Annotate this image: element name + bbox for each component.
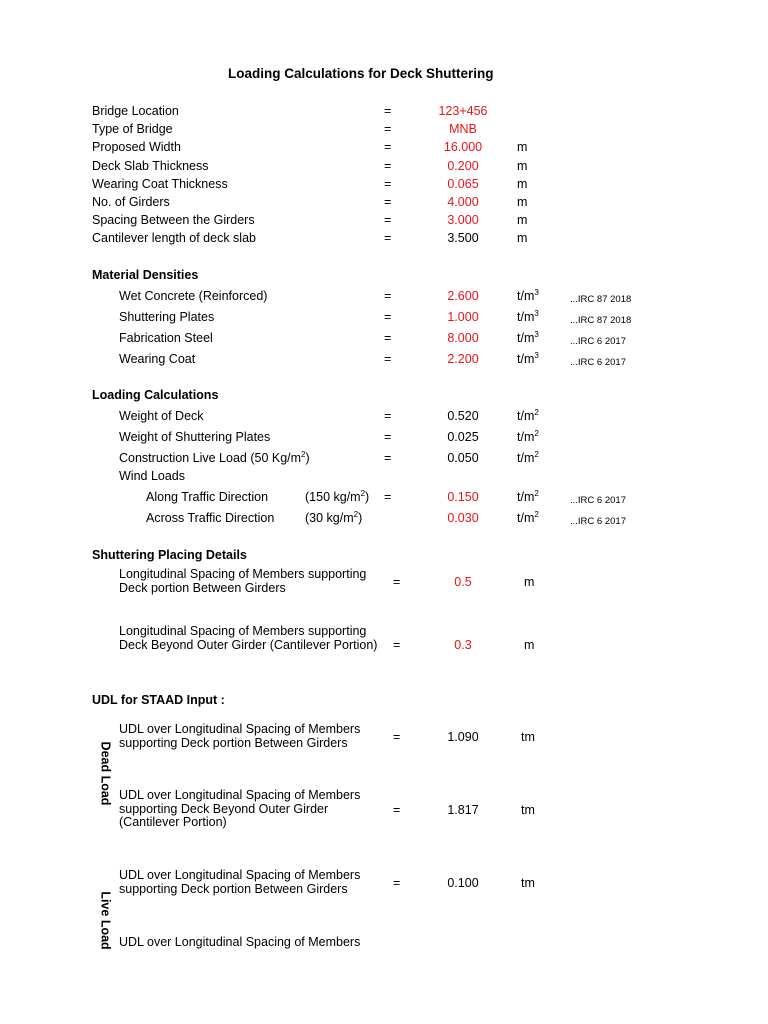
spacing-between-unit: m [524, 575, 535, 589]
across-traffic-value: 0.030 [447, 511, 479, 525]
deck-slab-thickness-value: 0.200 [447, 159, 479, 173]
shuttering-heading: Shuttering Placing Details [92, 548, 247, 562]
udl-live-between-value: 0.100 [447, 876, 479, 890]
udl-dead-beyond-value: 1.817 [447, 803, 479, 817]
equals-sign: = [384, 331, 392, 345]
reference-note: ...IRC 87 2018 [570, 294, 632, 305]
girder-spacing-value: 3.000 [447, 213, 479, 227]
equals-sign: = [384, 289, 392, 303]
density-unit: $t/m^3$ [517, 308, 539, 324]
material-densities-heading: Material Densities [92, 268, 199, 282]
udl-dead-between-label: UDL over Longitudinal Spacing of Members supporting Deck portion Between Girders [119, 722, 361, 750]
spacing-beyond-label: Longitudinal Spacing of Members supporting Deck Beyond Outer Girder (Cantilever Portion) [119, 624, 378, 652]
equals-sign: = [384, 195, 392, 209]
bridge-location-value: 123+456 [438, 104, 488, 118]
weight-of-deck-label: Weight of Deck [119, 409, 204, 423]
reference-note: ...IRC 6 2017 [570, 495, 626, 506]
load-unit: $t/m^2$ [517, 509, 539, 525]
udl-dead-between-unit: tm [521, 730, 535, 744]
equals-sign: = [384, 177, 392, 191]
deck-slab-thickness-label: Deck Slab Thickness [92, 159, 209, 173]
udl-dead-beyond-unit: tm [521, 803, 535, 817]
equals-sign: = [384, 352, 392, 366]
wind-loads-label: Wind Loads [119, 469, 186, 483]
no-of-girders-value: 4.000 [447, 195, 479, 209]
equals-sign: = [384, 140, 392, 154]
equals-sign: = [384, 104, 392, 118]
cantilever-length-value: 3.500 [447, 231, 479, 245]
weight-of-shuttering-value: 0.025 [447, 430, 479, 444]
wearing-coat-thickness-label: Wearing Coat Thickness [92, 177, 228, 191]
equals-sign: = [384, 231, 392, 245]
reference-note: ...IRC 6 2017 [570, 357, 626, 368]
equals-sign: = [384, 430, 392, 444]
reference-note: ...IRC 6 2017 [570, 516, 626, 527]
load-unit: $t/m^2$ [517, 449, 539, 465]
along-traffic-value: 0.150 [447, 490, 479, 504]
wet-concrete-value: 2.600 [447, 289, 479, 303]
proposed-width-label: Proposed Width [92, 140, 181, 154]
wet-concrete-label: Wet Concrete (Reinforced) [119, 289, 268, 303]
across-traffic-note: (30 $kg/m^2$) [305, 509, 363, 525]
udl-live-partial-label: UDL over Longitudinal Spacing of Members [119, 935, 361, 949]
density-unit: $t/m^3$ [517, 287, 539, 303]
girder-spacing-unit: m [517, 213, 528, 227]
load-unit: $t/m^2$ [517, 428, 539, 444]
equals-sign: = [393, 638, 401, 652]
no-of-girders-label: No. of Girders [92, 195, 170, 209]
spacing-beyond-value: 0.3 [454, 638, 472, 652]
equals-sign: = [393, 803, 401, 817]
type-of-bridge-value: MNB [449, 122, 477, 136]
deck-slab-thickness-unit: m [517, 159, 528, 173]
reference-note: ...IRC 6 2017 [570, 336, 626, 347]
spacing-between-label: Longitudinal Spacing of Members supporting Deck portion Between Girders [119, 567, 367, 595]
cantilever-length-unit: m [517, 231, 528, 245]
weight-of-shuttering-label: Weight of Shuttering Plates [119, 430, 271, 444]
spacing-beyond-unit: m [524, 638, 535, 652]
equals-sign: = [384, 310, 392, 324]
equals-sign: = [384, 409, 392, 423]
load-unit: $t/m^2$ [517, 407, 539, 423]
page-title: Loading Calculations for Deck Shuttering [228, 66, 494, 81]
girder-spacing-label: Spacing Between the Girders [92, 213, 255, 227]
wearing-coat-value: 2.200 [447, 352, 479, 366]
along-traffic-label: Along Traffic Direction [146, 490, 269, 504]
reference-note: ...IRC 87 2018 [570, 315, 632, 326]
udl-live-between-label: UDL over Longitudinal Spacing of Members supporting Deck portion Between Girders [119, 868, 361, 896]
cantilever-length-label: Cantilever length of deck slab [92, 231, 256, 245]
proposed-width-unit: m [517, 140, 528, 154]
along-traffic-note: (150 $kg/m^2$) [305, 488, 370, 504]
udl-heading: UDL for STAAD Input : [92, 693, 225, 707]
equals-sign: = [384, 451, 392, 465]
shuttering-plates-label: Shuttering Plates [119, 310, 215, 324]
equals-sign: = [393, 575, 401, 589]
bridge-location-label: Bridge Location [92, 104, 179, 118]
proposed-width-value: 16.000 [443, 140, 483, 154]
fabrication-steel-value: 8.000 [447, 331, 479, 345]
equals-sign: = [384, 490, 392, 504]
wearing-coat-label: Wearing Coat [119, 352, 196, 366]
udl-dead-between-value: 1.090 [447, 730, 479, 744]
density-unit: $t/m^3$ [517, 350, 539, 366]
udl-live-between-unit: tm [521, 876, 535, 890]
fabrication-steel-label: Fabrication Steel [119, 331, 213, 345]
across-traffic-label: Across Traffic Direction [146, 511, 275, 525]
dead-load-label: Dead Load [98, 741, 113, 806]
equals-sign: = [384, 122, 392, 136]
wearing-coat-thickness-value: 0.065 [447, 177, 479, 191]
equals-sign: = [393, 876, 401, 890]
shuttering-plates-value: 1.000 [447, 310, 479, 324]
spacing-between-value: 0.5 [454, 575, 472, 589]
load-unit: $t/m^2$ [517, 488, 539, 504]
weight-of-deck-value: 0.520 [447, 409, 479, 423]
construction-live-load-label: Construction Live Load (50 $Kg/m^2$) [119, 449, 310, 465]
equals-sign: = [384, 213, 392, 227]
equals-sign: = [393, 730, 401, 744]
live-load-label: Live Load [98, 891, 113, 950]
construction-live-load-value: 0.050 [447, 451, 479, 465]
equals-sign: = [384, 159, 392, 173]
udl-dead-beyond-label: UDL over Longitudinal Spacing of Members supporting Deck Beyond Outer Girder (Cantilever Portion) [119, 788, 361, 829]
loading-calculations-heading: Loading Calculations [92, 388, 219, 402]
density-unit: $t/m^3$ [517, 329, 539, 345]
type-of-bridge-label: Type of Bridge [92, 122, 173, 136]
wearing-coat-thickness-unit: m [517, 177, 528, 191]
no-of-girders-unit: m [517, 195, 528, 209]
